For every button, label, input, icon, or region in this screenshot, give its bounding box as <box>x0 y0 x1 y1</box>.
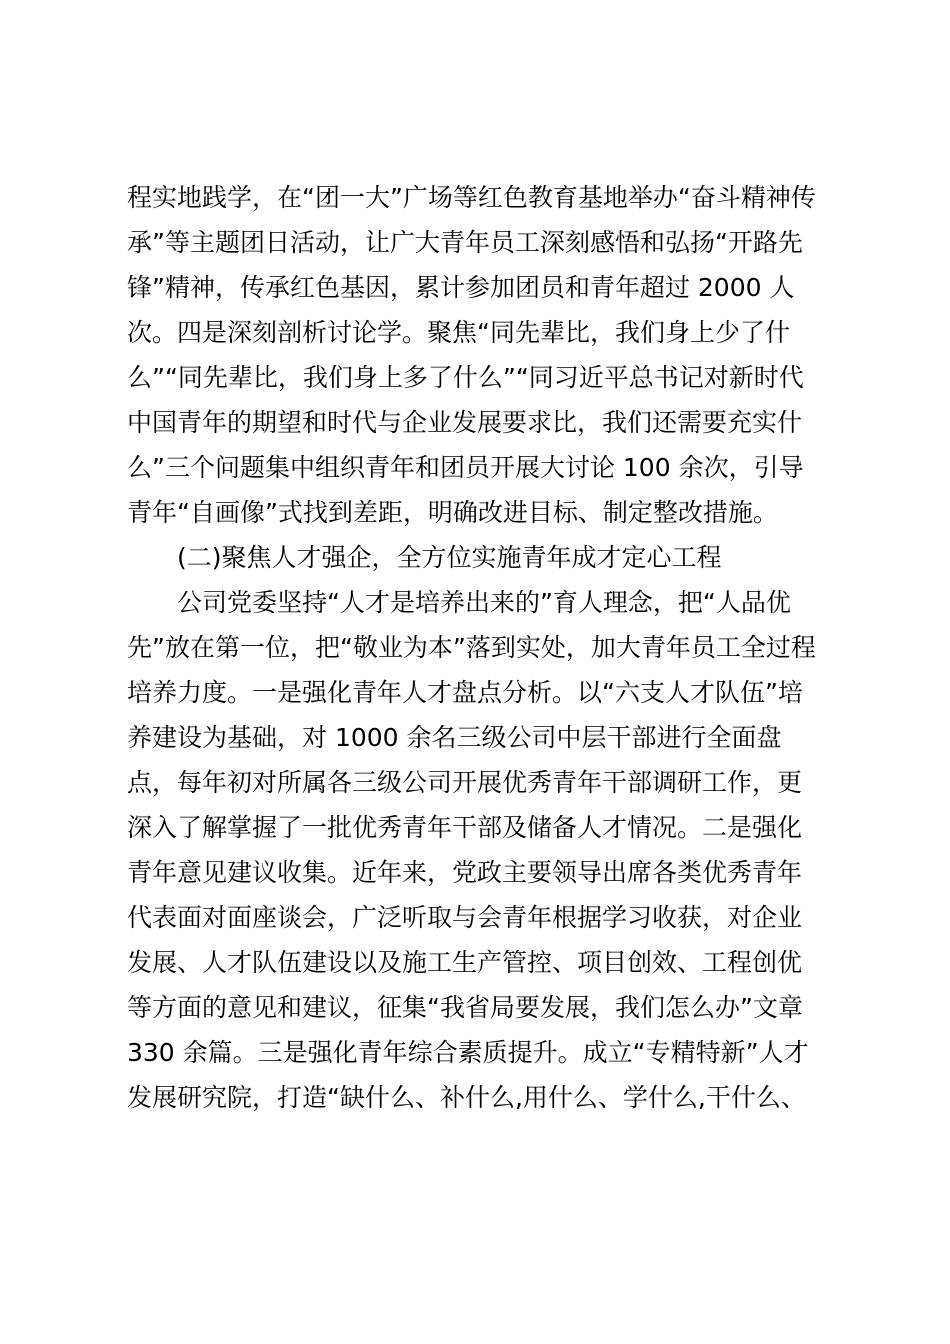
text-line-1: 程实地践学，在“团一大”广场等红色教育基地举办“奋斗精神传 <box>127 183 816 212</box>
text-line-15: 深入了解掌握了一批优秀青年干部及储备人才情况。二是强化 <box>127 813 803 842</box>
text-line-11: 先”放在第一位，把“敬业为本”落到实处，加大青年员工全过程 <box>127 633 816 662</box>
text-line-21: 发展研究院，打造“缺什么、补什么,用什么、学什么,干什么、 <box>127 1083 806 1112</box>
text-line-17: 代表面对面座谈会，广泛听取与会青年根据学习收获，对企业 <box>127 903 803 932</box>
text-line-7: 么”三个问题集中组织青年和团员开展大讨论 100 余次，引导 <box>127 453 804 482</box>
text-line-3: 锋”精神，传承红色基因，累计参加团员和青年超过 2000 人 <box>127 273 795 302</box>
text-line-18: 发展、人才队伍建设以及施工生产管控、项目创效、工程创优 <box>127 948 803 977</box>
text-line-10: 公司党委坚持“人才是培养出来的”育人理念，把“人品优 <box>177 588 791 617</box>
text-line-4: 次。四是深刻剖析讨论学。聚焦“同先辈比，我们身上少了什 <box>127 318 790 347</box>
text-line-13: 养建设为基础，对 1000 余名三级公司中层干部进行全面盘 <box>127 723 782 752</box>
section-heading: (二)聚焦人才强企，全方位实施青年成才定心工程 <box>177 543 722 572</box>
text-line-14: 点，每年初对所属各三级公司开展优秀青年干部调研工作，更 <box>127 768 803 797</box>
text-line-20: 330 余篇。三是强化青年综合素质提升。成立“专精特新”人才 <box>127 1038 809 1067</box>
text-line-19: 等方面的意见和建议，征集“我省局要发展，我们怎么办”文章 <box>127 993 803 1022</box>
text-line-8: 青年“自画像”式找到差距，明确改进目标、制定整改措施。 <box>127 498 778 527</box>
text-line-2: 承”等主题团日活动，让广大青年员工深刻感悟和弘扬“开路先 <box>127 228 803 257</box>
text-line-6: 中国青年的期望和时代与企业发展要求比，我们还需要充实什 <box>127 408 803 437</box>
text-line-5: 么”“同先辈比，我们身上多了什么”“同习近平总书记对新时代 <box>127 363 804 392</box>
text-line-16: 青年意见建议收集。近年来，党政主要领导出席各类优秀青年 <box>127 858 803 887</box>
body-text <box>127 175 827 1120</box>
text-line-12: 培养力度。一是强化青年人才盘点分析。以“六支人才队伍”培 <box>127 678 803 707</box>
